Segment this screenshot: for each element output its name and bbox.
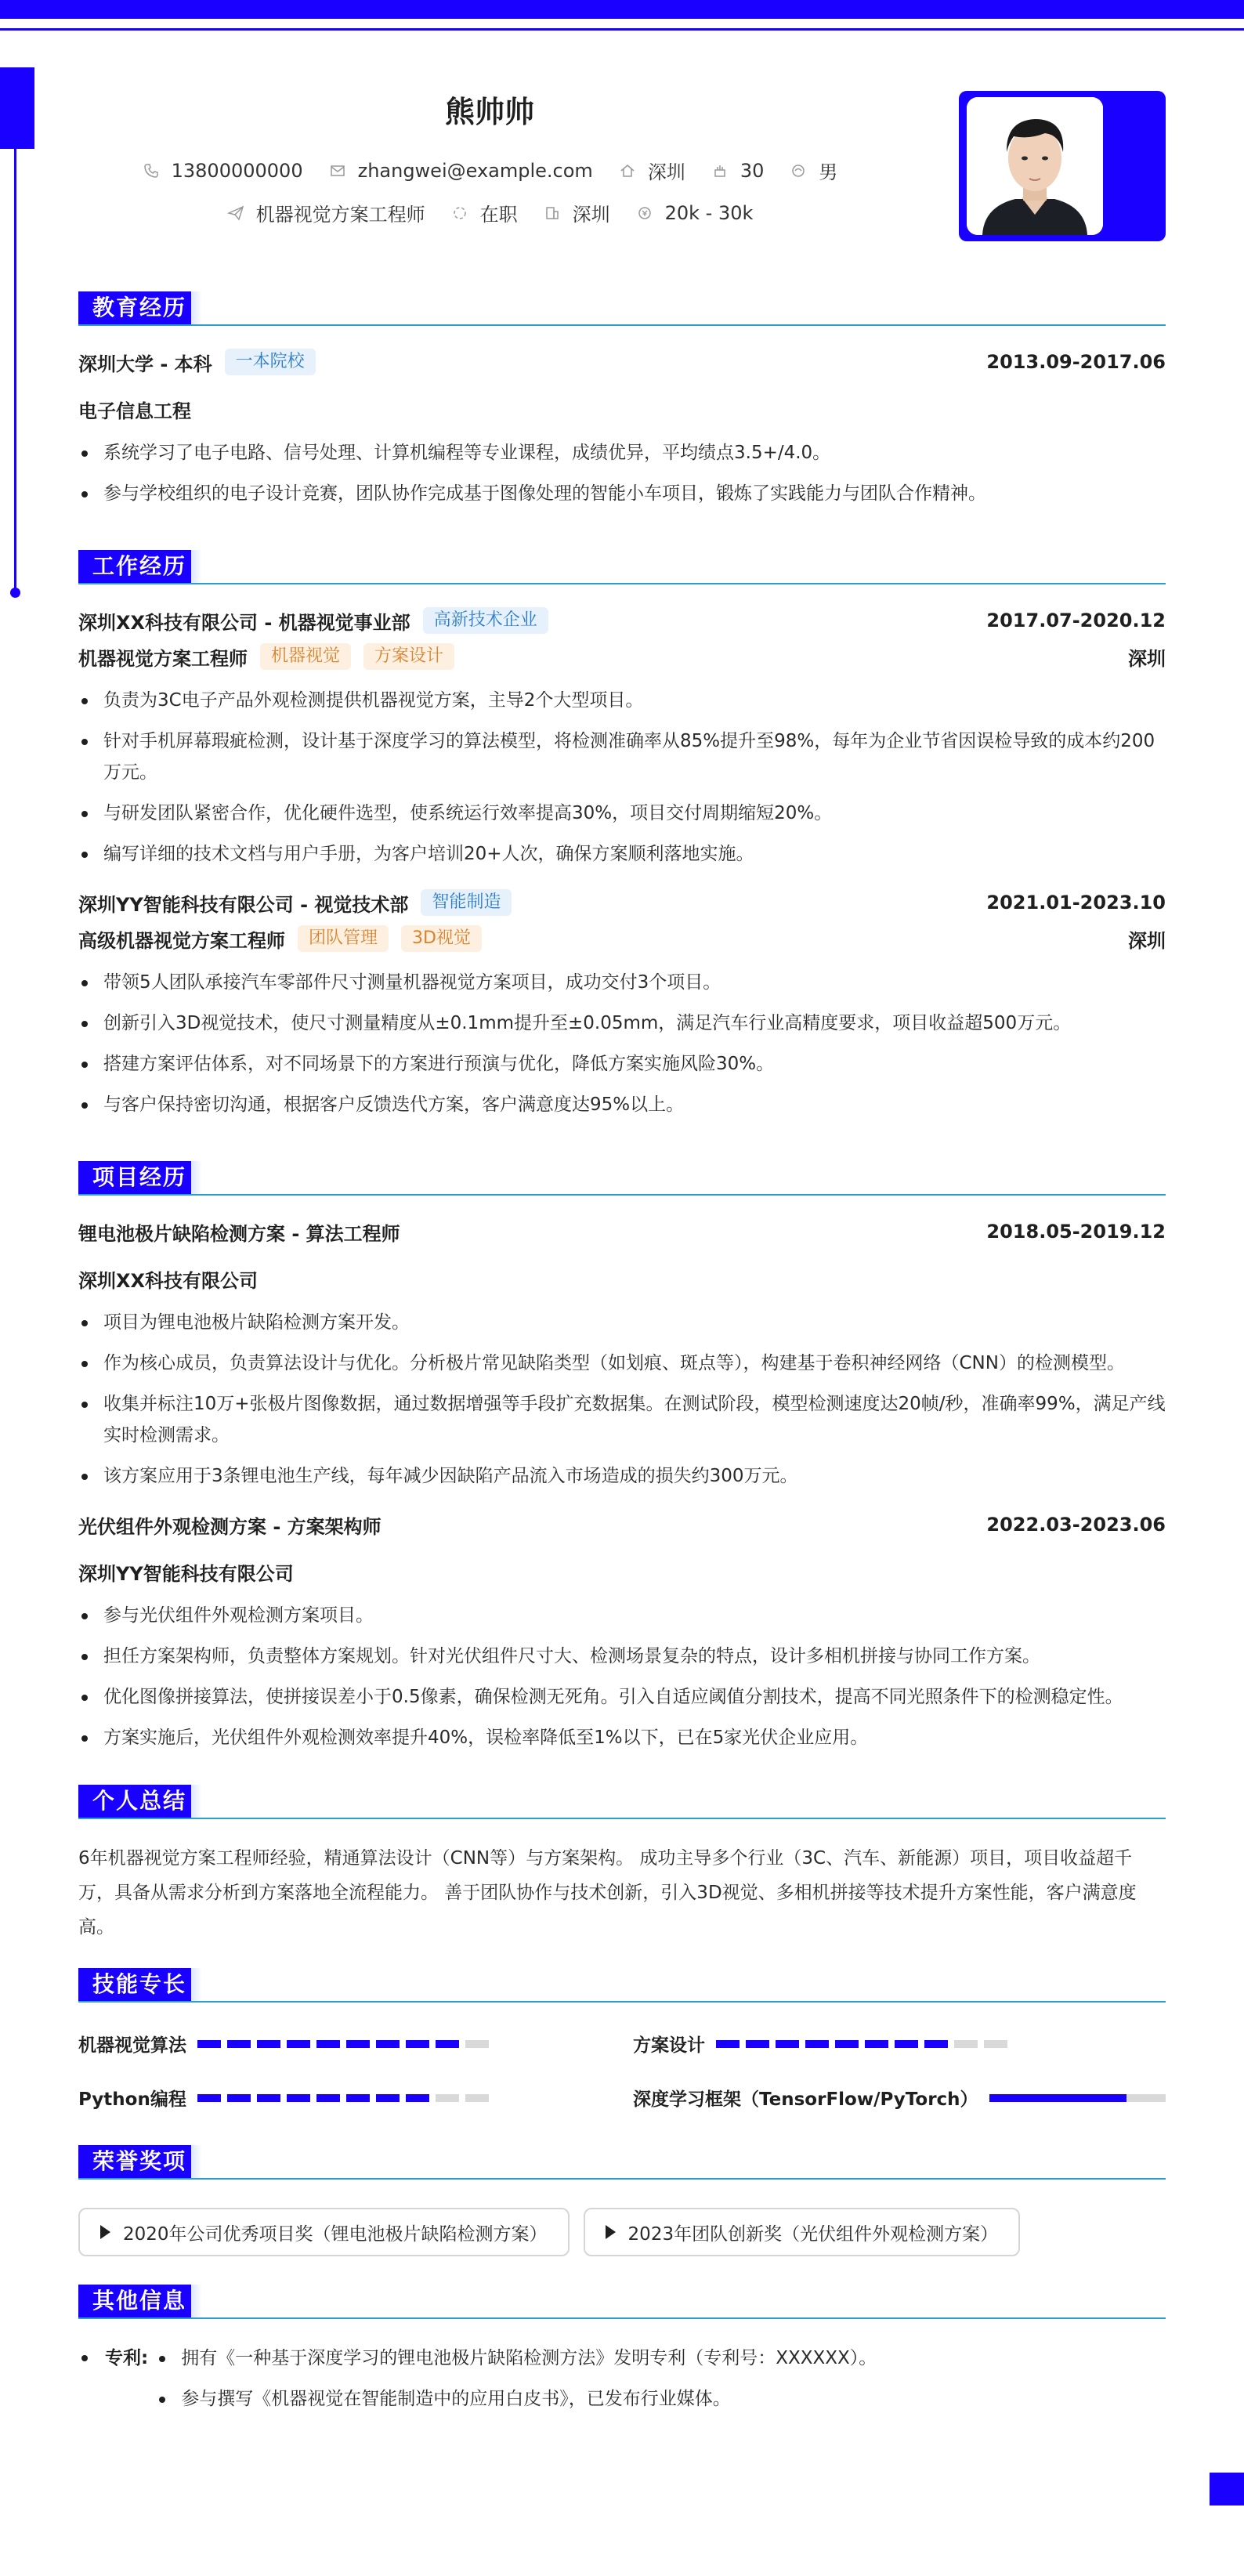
company-name: 深圳XX科技有限公司 - 机器视觉事业部 — [78, 611, 410, 634]
skill-dash-filled — [746, 2040, 769, 2048]
project-company-row — [78, 1558, 1166, 1586]
send-icon — [226, 204, 245, 223]
list-item: 担任方案架构师，负责整体方案规划。针对光伏组件尺寸大、检测场景复杂的特点，设计多相机拼接与协同工作方案。 — [78, 1641, 1166, 1672]
skill-dash-filled — [805, 2040, 829, 2048]
section-divider — [78, 2317, 1166, 2319]
project-name: 光伏组件外观检测方案 - 方案架构师 — [78, 1515, 382, 1538]
education-row-left — [78, 349, 316, 376]
other-section — [78, 2285, 1166, 2424]
skill-tag: 3D视觉 — [401, 925, 482, 952]
list-item: 负责为3C电子产品外观检测提供机器视觉方案，主导2个大型项目。 — [78, 685, 1166, 716]
skill-dash-filled — [376, 2094, 400, 2102]
gender-text: 男 — [819, 161, 838, 183]
skill-dash-filled — [257, 2094, 280, 2102]
job-entry — [78, 888, 1166, 1120]
skill-name: 机器视觉算法 — [78, 2035, 186, 2056]
job-position-row — [78, 924, 1166, 953]
job-bullets — [78, 967, 1166, 1120]
section-title: 其他信息 — [78, 2285, 201, 2317]
skill-level-dashes — [197, 2094, 495, 2102]
section-header — [78, 2145, 1166, 2183]
skill-dash-filled — [287, 2040, 310, 2048]
list-item: 该方案应用于3条锂电池生产线，每年减少因缺陷产品流入市场造成的损失约300万元。 — [78, 1460, 1166, 1492]
patent-label — [78, 2343, 148, 2424]
skill-item — [633, 2031, 1166, 2057]
job-position-left — [78, 643, 454, 671]
section-title: 荣誉奖项 — [78, 2145, 201, 2178]
list-item: 与研发团队紧密合作，优化硬件选型，使系统运行效率提高30%，项目交付周期缩短20%。 — [78, 798, 1166, 829]
job-city: 深圳 — [1128, 929, 1166, 952]
skill-name: 方案设计 — [633, 2035, 705, 2056]
skill-item — [78, 2031, 633, 2057]
section-title: 教育经历 — [78, 291, 201, 324]
project-company: 深圳YY智能科技有限公司 — [78, 1562, 294, 1585]
education-row — [78, 348, 1166, 376]
skill-name: Python编程 — [78, 2089, 186, 2110]
skill-dash-filled — [257, 2040, 280, 2048]
skills-section — [78, 1968, 1166, 2111]
profile-photo — [967, 97, 1103, 235]
left-accent-block — [0, 67, 34, 149]
candidate-name: 熊帅帅 — [444, 95, 534, 129]
skill-level-dashes — [197, 2040, 495, 2048]
job-company-left — [78, 889, 512, 917]
section-title-tail — [191, 550, 202, 583]
contact-row-2 — [78, 199, 901, 226]
section-divider — [78, 1194, 1166, 1196]
skill-dash-filled — [316, 2094, 340, 2102]
award-text: 2020年公司优秀项目奖（锂电池极片缺陷检测方案） — [123, 2223, 548, 2245]
skill-tag: 方案设计 — [363, 643, 454, 670]
education-bullets — [78, 437, 1166, 509]
contact-gender — [789, 157, 837, 184]
job-company-left — [78, 607, 548, 635]
section-title-tail — [191, 2145, 202, 2178]
list-item: 编写详细的技术文档与用户手册，为客户培训20+人次，确保方案顺利落地实施。 — [78, 838, 1166, 870]
projects-section — [78, 1161, 1166, 1753]
skill-dash-filled — [895, 2040, 918, 2048]
job-date: 2021.01-2023.10 — [986, 892, 1166, 914]
skill-level-fill — [989, 2094, 1127, 2102]
skill-dash-filled — [716, 2040, 740, 2048]
skill-dash-empty — [436, 2094, 459, 2102]
award-item — [78, 2208, 570, 2256]
money-icon — [635, 204, 654, 223]
skill-dash-filled — [316, 2040, 340, 2048]
education-entry — [78, 348, 1166, 509]
skill-dash-filled — [865, 2040, 888, 2048]
list-item: 作为核心成员，负责算法设计与优化。分析极片常见缺陷类型（如划痕、斑点等），构建基于卷积神经网络（CNN）的检测模型。 — [78, 1348, 1166, 1379]
major-row — [78, 395, 1166, 423]
profile-photo-frame — [959, 91, 1166, 241]
work-section — [78, 550, 1166, 1120]
home-icon — [618, 161, 637, 180]
section-header — [78, 2285, 1166, 2322]
skill-level-dashes — [716, 2040, 1014, 2048]
award-item — [584, 2208, 1021, 2256]
honors-section — [78, 2145, 1166, 2256]
education-date: 2013.09-2017.06 — [986, 351, 1166, 373]
email-text: zhangwei@example.com — [357, 159, 593, 182]
patent-block — [78, 2343, 1166, 2424]
target-position — [226, 199, 425, 226]
section-divider — [78, 2178, 1166, 2180]
skill-dash-filled — [835, 2040, 859, 2048]
skill-dash-filled — [406, 2040, 429, 2048]
project-company-row — [78, 1264, 1166, 1293]
skill-dash-empty — [984, 2040, 1007, 2048]
section-title-tail — [191, 1161, 202, 1194]
section-divider — [78, 583, 1166, 584]
awards-list — [78, 2208, 1166, 2256]
job-status — [450, 199, 518, 226]
status-icon — [450, 204, 469, 223]
skill-dash-empty — [465, 2094, 489, 2102]
section-title: 个人总结 — [78, 1785, 201, 1818]
age-text: 30 — [740, 159, 765, 182]
triangle-bullet-icon — [100, 2225, 110, 2239]
list-item: 收集并标注10万+张极片图像数据，通过数据增强等手段扩充数据集。在测试阶段，模型检测速度达20帧/秒，准确率99%，满足产线实时检测需求。 — [78, 1388, 1166, 1451]
skill-dash-filled — [227, 2040, 251, 2048]
section-divider — [78, 324, 1166, 326]
phone-icon — [142, 161, 161, 180]
project-date: 2022.03-2023.06 — [986, 1514, 1166, 1536]
skill-dash-filled — [227, 2094, 251, 2102]
section-header — [78, 1968, 1166, 2006]
contact-age — [711, 160, 765, 182]
contact-phone — [142, 160, 303, 182]
resume-header — [78, 0, 1166, 251]
project-bullets — [78, 1600, 1166, 1753]
contact-row-1 — [78, 157, 901, 184]
job-date: 2017.07-2020.12 — [986, 610, 1166, 631]
building-icon — [543, 204, 562, 223]
skill-dash-filled — [406, 2094, 429, 2102]
list-item: 参与学校组织的电子设计竞赛，团队协作完成基于图像处理的智能小车项目，锻炼了实践能力与团队合作精神。 — [78, 478, 1166, 509]
skill-dash-filled — [346, 2040, 370, 2048]
job-bullets — [78, 685, 1166, 870]
job-company-row — [78, 888, 1166, 917]
skill-dash-filled — [197, 2094, 221, 2102]
project-company: 深圳XX科技有限公司 — [78, 1269, 259, 1292]
school-name: 深圳大学 - 本科 — [78, 353, 212, 375]
list-item: 拥有《一种基于深度学习的锂电池极片缺陷检测方法》发明专利（专利号：XXXXXX）。 — [156, 2343, 877, 2374]
section-title: 工作经历 — [78, 550, 201, 583]
skill-dash-empty — [954, 2040, 978, 2048]
skill-level-bar — [989, 2094, 1166, 2102]
section-header — [78, 1785, 1166, 1822]
project-bullets — [78, 1307, 1166, 1492]
job-entry — [78, 606, 1166, 870]
list-item: 参与撰写《机器视觉在智能制造中的应用白皮书》，已发布行业媒体。 — [156, 2383, 877, 2415]
skill-dash-empty — [465, 2040, 489, 2048]
mail-icon — [328, 161, 347, 180]
job-position: 高级机器视觉方案工程师 — [78, 929, 285, 952]
phone-text: 13800000000 — [171, 159, 303, 182]
list-item: 项目为锂电池极片缺陷检测方案开发。 — [78, 1307, 1166, 1338]
city-text: 深圳 — [647, 161, 685, 183]
job-position: 机器视觉方案工程师 — [78, 647, 248, 670]
award-text: 2023年团队创新奖（光伏组件外观检测方案） — [627, 2223, 999, 2245]
summary-section — [78, 1785, 1166, 1945]
list-item: 创新引入3D视觉技术，使尺寸测量精度从±0.1mm提升至±0.05mm，满足汽车行业高精度要求，项目收益超500万元。 — [78, 1008, 1166, 1039]
list-item: 系统学习了电子电路、信号处理、计算机编程等专业课程，成绩优异，平均绩点3.5+/4.0。 — [78, 437, 1166, 469]
salary-text: 20k - 30k — [664, 201, 754, 224]
skill-dash-filled — [197, 2040, 221, 2048]
project-title-row — [78, 1511, 1166, 1539]
skill-item — [78, 2085, 633, 2111]
left-timeline-line — [14, 149, 16, 592]
skill-item — [633, 2085, 1166, 2111]
summary-text: 6年机器视觉方案工程师经验，精通算法设计（CNN等）与方案架构。 成功主导多个行业（3C、汽车、新能源）项目，项目收益超千万，具备从需求分析到方案落地全流程能力。 善于团队协作与技术创新，引入3D视觉、多相机拼接等技术提升方案性能，客户满意度高。 — [78, 1848, 1137, 1937]
list-item: 优化图像拼接算法，使拼接误差小于0.5像素，确保检测无死角。引入自适应阈值分割技术，提高不同光照条件下的检测稳定性。 — [78, 1681, 1166, 1713]
job-city: 深圳 — [1128, 647, 1166, 670]
skill-dash-filled — [287, 2094, 310, 2102]
section-title: 项目经历 — [78, 1161, 201, 1194]
left-timeline-dot — [10, 588, 20, 598]
bullet-dot — [81, 2355, 88, 2361]
skill-dash-filled — [376, 2040, 400, 2048]
section-title-tail — [191, 1968, 202, 2001]
patent-label-text: 专利: — [105, 2348, 149, 2368]
company-name: 深圳YY智能科技有限公司 - 视觉技术部 — [78, 893, 409, 916]
skill-name: 深度学习框架（TensorFlow/PyTorch） — [633, 2089, 978, 2110]
list-item: 参与光伏组件外观检测方案项目。 — [78, 1600, 1166, 1631]
skill-dash-filled — [924, 2040, 948, 2048]
target-city-text: 深圳 — [572, 204, 610, 226]
expected-salary — [635, 202, 754, 224]
project-date: 2018.05-2019.12 — [986, 1221, 1166, 1243]
job-position-row — [78, 642, 1166, 671]
section-title-tail — [191, 291, 202, 324]
contact-city — [618, 157, 685, 184]
skill-dash-filled — [776, 2040, 799, 2048]
project-entry — [78, 1217, 1166, 1492]
skill-tag: 团队管理 — [298, 925, 389, 952]
target-position-text: 机器视觉方案工程师 — [255, 204, 425, 226]
project-name: 锂电池极片缺陷检测方案 - 算法工程师 — [78, 1222, 400, 1245]
list-item: 方案实施后，光伏组件外观检测效率提升40%，误检率降低至1%以下，已在5家光伏企业应用。 — [78, 1722, 1166, 1753]
education-section — [78, 291, 1166, 509]
section-header — [78, 1161, 1166, 1199]
job-company-row — [78, 606, 1166, 635]
triangle-bullet-icon — [606, 2225, 616, 2239]
right-accent-block — [1210, 2473, 1244, 2505]
section-title-tail — [191, 2285, 202, 2317]
skill-tag: 机器视觉 — [260, 643, 351, 670]
job-status-text: 在职 — [479, 204, 518, 226]
contact-email — [328, 160, 593, 182]
cake-icon — [711, 161, 729, 180]
major-name: 电子信息工程 — [78, 400, 191, 422]
target-city — [543, 199, 610, 226]
list-item: 针对手机屏幕瑕疵检测，设计基于深度学习的算法模型，将检测准确率从85%提升至98%，每年为企业节省因误检导致的成本约200万元。 — [78, 725, 1166, 788]
company-tag: 高新技术企业 — [423, 607, 548, 634]
school-tag: 一本院校 — [225, 349, 316, 375]
section-header — [78, 291, 1166, 329]
project-entry — [78, 1511, 1166, 1753]
list-item: 搭建方案评估体系，对不同场景下的方案进行预演与优化，降低方案实施风险30%。 — [78, 1048, 1166, 1080]
list-item: 与客户保持密切沟通，根据客户反馈迭代方案，客户满意度达95%以上。 — [78, 1089, 1166, 1120]
project-title-row — [78, 1217, 1166, 1246]
company-tag: 智能制造 — [421, 889, 512, 916]
skills-grid — [78, 2031, 1166, 2111]
patent-list — [156, 2343, 877, 2424]
list-item: 带领5人团队承接汽车零部件尺寸测量机器视觉方案项目，成功交付3个项目。 — [78, 967, 1166, 998]
section-title-tail — [191, 1785, 202, 1818]
section-header — [78, 550, 1166, 588]
skill-dash-filled — [436, 2040, 459, 2048]
gender-icon — [789, 161, 808, 180]
skill-dash-filled — [346, 2094, 370, 2102]
job-position-left — [78, 925, 482, 953]
section-divider — [78, 2001, 1166, 2003]
section-title: 技能专长 — [78, 1968, 201, 2001]
resume-page — [78, 0, 1166, 2424]
section-divider — [78, 1818, 1166, 1819]
